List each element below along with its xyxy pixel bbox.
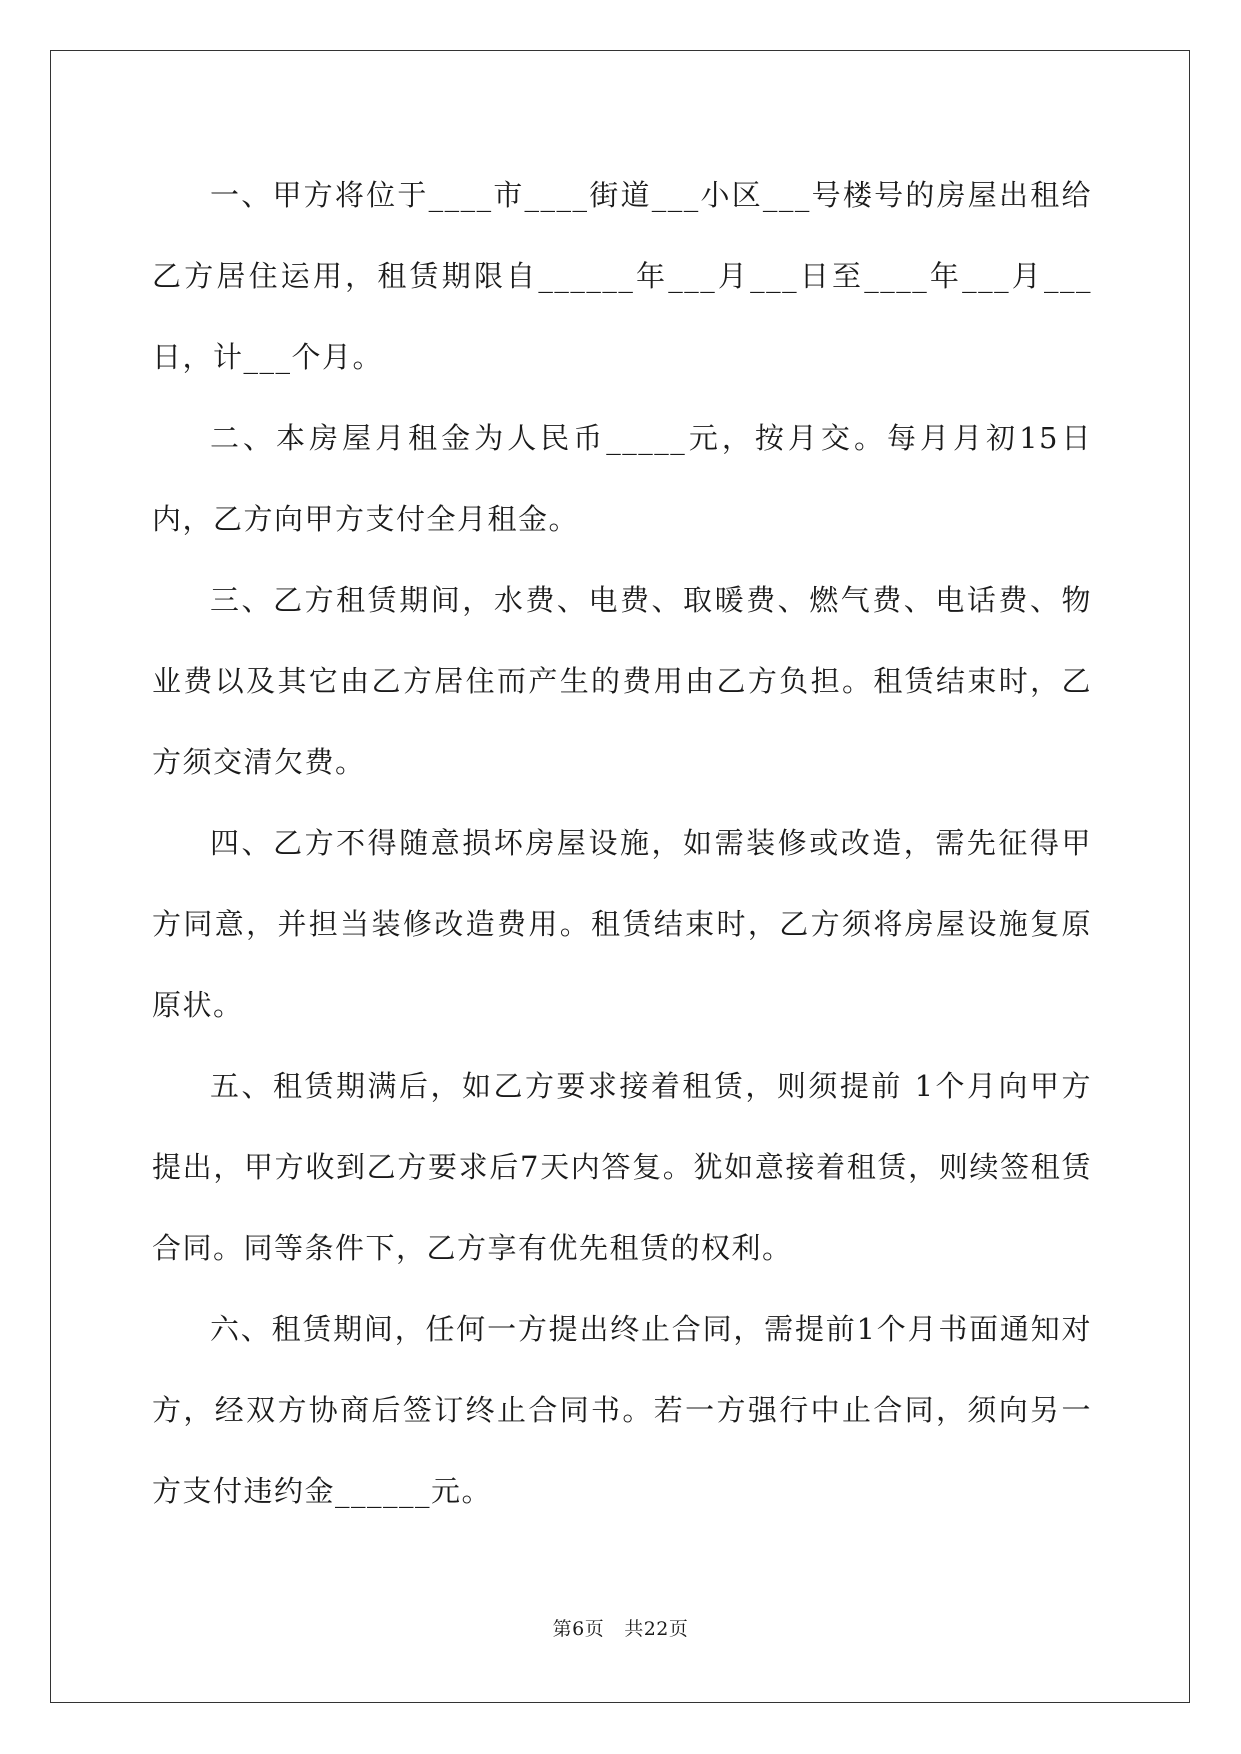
paragraph-3: 三、乙方租赁期间，水费、电费、取暖费、燃气费、电话费、物业费以及其它由乙方居住而产生的费用由乙方负担。租赁结束时，乙方须交清欠费。 [152,583,1092,779]
paragraph-6: 六、租赁期间，任何一方提出终止合同，需提前1个月书面通知对方，经双方协商后签订终止合同书。若一方强行中止合同，须向另一方支付违约金______元。 [152,1312,1092,1508]
paragraph-4: 四、乙方不得随意损坏房屋设施，如需装修或改造，需先征得甲方同意，并担当装修改造费用。租赁结束时，乙方须将房屋设施复原原状。 [152,826,1092,1022]
paragraph-5: 五、租赁期满后，如乙方要求接着租赁，则须提前 1个月向甲方提出，甲方收到乙方要求后7天内答复。犹如意接着租赁，则续签租赁合同。同等条件下，乙方享有优先租赁的权利。 [152,1069,1092,1265]
paragraph-1: 一、甲方将位于____市____街道___小区___号楼号的房屋出租给乙方居住运用，租赁期限自______年___月___日至____年___月___日，计___个月。 [152,178,1092,374]
paragraph-2: 二、本房屋月租金为人民币_____元，按月交。每月月初15日内，乙方向甲方支付全月租金。 [152,421,1092,536]
page-footer [0,1614,1241,1641]
document-body [152,155,1092,1532]
page-number: 第6页 [552,1618,605,1640]
page-total: 共22页 [624,1618,689,1640]
